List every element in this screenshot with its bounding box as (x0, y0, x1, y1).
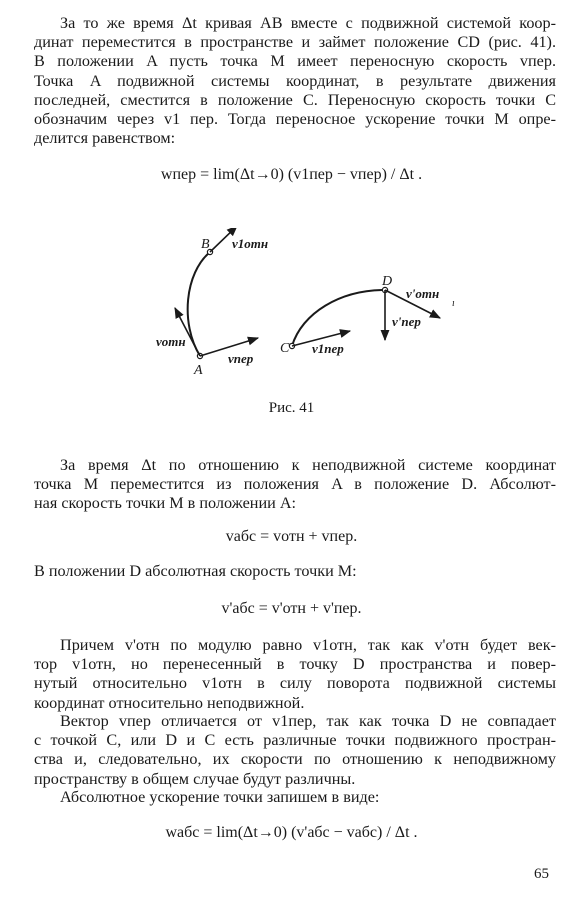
formula-w-abs: wабс = lim(Δt→0) (v'абс − vабс) / Δt . (165, 824, 418, 841)
text-line: последней, сместится в положение C. Переносную скорость точки C (34, 90, 556, 109)
stray-mark: ı (452, 298, 455, 309)
label-vper: vпер (228, 351, 254, 366)
paragraph-6 (34, 788, 556, 807)
page-number: 65 (534, 866, 549, 882)
text-line: В положении D абсолютная скорость точки M: (34, 562, 357, 580)
paragraph-4 (34, 636, 556, 713)
text-line: координат относительно неподвижной. (34, 693, 305, 712)
label-c: C (280, 341, 290, 356)
text-line: пространству в общем случае будут различны. (34, 769, 356, 788)
text-line: делится равенством: (34, 129, 176, 148)
figure-41 (140, 228, 460, 388)
label-votn: vотн (156, 334, 186, 349)
formula-v-abs-prime: v'абс = v'отн + v'пер. (221, 600, 362, 617)
paragraph-1 (34, 14, 556, 148)
label-vper-prime: v'пер (392, 314, 421, 329)
figure-caption: Рис. 41 (268, 400, 315, 416)
text-line: точка M переместится из положения A в положение D. Абсолют- (34, 475, 556, 494)
label-b: B (201, 237, 210, 252)
text-line: тор v1отн, но перенесенный в точку D пространства и повер- (34, 655, 556, 674)
text-line: ства и, следовательно, их скорости по отношению к неподвижному (34, 750, 556, 769)
label-v1per: v1пер (312, 341, 344, 356)
text-line: Точка A подвижной системы координат, в результате движения (34, 71, 556, 90)
text-line: динат переместится в пространстве и займет положение CD (рис. 41). (34, 33, 556, 52)
label-a: A (194, 363, 203, 378)
text-line: Абсолютное ускорение точки запишем в виде: (60, 788, 380, 806)
text-line: За то же время Δt кривая AB вместе с подвижной системой коор- (60, 14, 556, 32)
text-line: обозначим через v1 пер. Тогда переносное ускорение точки M опре- (34, 110, 556, 129)
text-line: Причем v'отн по модулю равно v1отн, так как v'отн будет век- (60, 636, 556, 654)
curve-cd (292, 290, 385, 346)
formula-w-per: wпер = lim(Δt→0) (v1пер − vпер) / Δt . (160, 166, 423, 183)
label-votn-prime: v'отн (406, 286, 440, 301)
text-line: ная скорость точки M в положении A: (34, 494, 297, 513)
paragraph-5 (34, 712, 556, 789)
text-line: В положении A пусть точка M имеет переносную скорость vпер. (34, 52, 556, 71)
text-line: нутый относительно v1отн в силу поворота подвижной системы (34, 674, 556, 693)
label-v1otn: v1отн (232, 236, 269, 251)
formula-v-abs: vабс = vотн + vпер. (225, 528, 358, 545)
text-line: Вектор vпер отличается от v1пер, так как точка D не совпадает (60, 712, 556, 730)
paragraph-2 (34, 456, 556, 514)
text-line: с точкой C, или D и C есть различные точки подвижного простран- (34, 731, 556, 750)
text-line: За время Δt по отношению к неподвижной системе координат (60, 456, 556, 474)
paragraph-3 (34, 562, 556, 581)
label-d: D (382, 274, 393, 289)
